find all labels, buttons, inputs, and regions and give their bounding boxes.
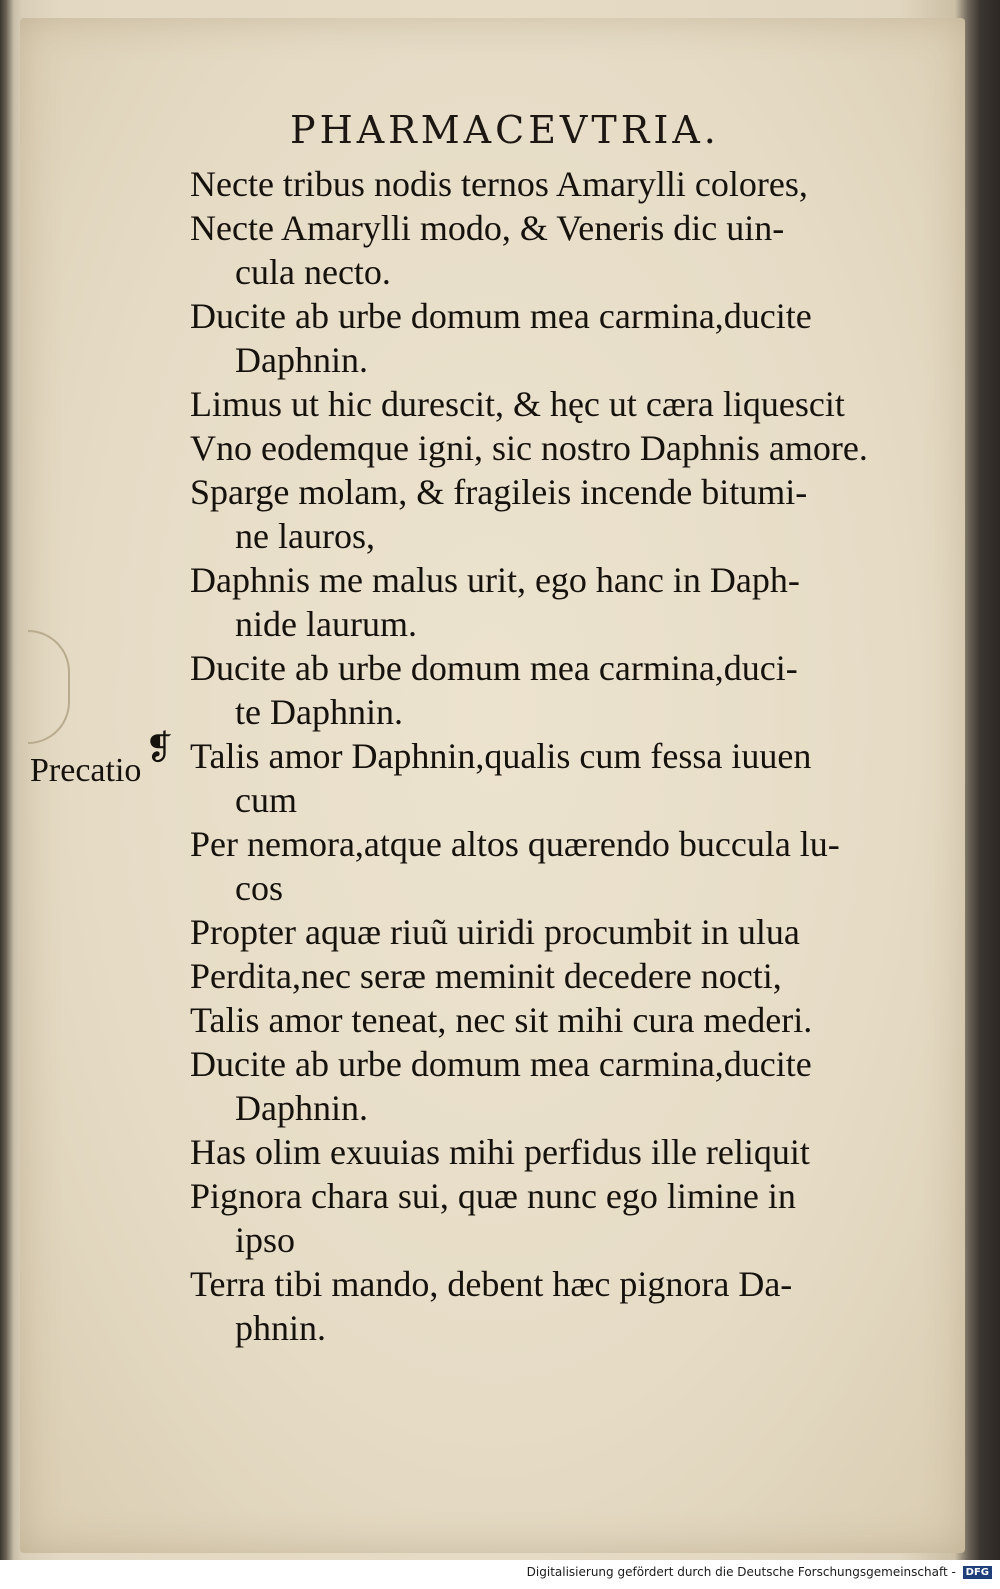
verse-line: Terra tibi mando, debent hæc pignora Da- xyxy=(190,1264,793,1304)
verse-line: ipso xyxy=(235,1220,296,1260)
verse-line: Talis amor Daphnin,qualis cum fessa iuuen xyxy=(190,736,812,776)
verse-line: Propter aquæ riuũ uiridi procumbit in ulua xyxy=(190,912,800,952)
verse-line: Sparge molam, & fragileis incende bitumi- xyxy=(190,472,808,512)
verse-line: nide laurum. xyxy=(235,604,417,644)
verse-line: Necte tribus nodis ternos Amarylli colores, xyxy=(190,164,808,204)
verse-line: ne lauros, xyxy=(235,516,375,556)
pilcrow-mark: ❡ xyxy=(145,728,174,768)
verse-line: Per nemora,atque altos quærendo buccula lu- xyxy=(190,824,840,864)
dfg-logo: DFG xyxy=(963,1566,992,1579)
verse-line: Perdita,nec seræ meminit decedere nocti, xyxy=(190,956,782,996)
verse-line: Ducite ab urbe domum mea carmina,duci- xyxy=(190,648,798,688)
verse-text xyxy=(190,162,915,1350)
verse-line: Ducite ab urbe domum mea carmina,ducite xyxy=(190,296,812,336)
verse-line: Daphnin. xyxy=(235,340,368,380)
verse-line: Necte Amarylli modo, & Veneris dic uin- xyxy=(190,208,785,248)
running-head: PHARMACEVTRIA. xyxy=(290,108,720,152)
verse-line: Ducite ab urbe domum mea carmina,ducite xyxy=(190,1044,812,1084)
verse-line: Vno eodemque igni, sic nostro Daphnis amore. xyxy=(190,428,868,468)
verse-line: Daphnis me malus urit, ego hanc in Daph- xyxy=(190,560,800,600)
verse-line: Daphnin. xyxy=(235,1088,368,1128)
verse-line: Talis amor teneat, nec sit mihi cura mederi. xyxy=(190,1000,813,1040)
digitization-footer xyxy=(527,1565,992,1579)
verse-line: cum xyxy=(235,780,297,820)
verse-line: Limus ut hic durescit, & hęc ut cæra liquescit xyxy=(190,384,845,424)
verse-line: phnin. xyxy=(235,1308,327,1348)
verse-line: Pignora chara sui, quæ nunc ego limine in xyxy=(190,1176,796,1216)
verse-line: cos xyxy=(235,868,283,908)
verse-line: cula necto. xyxy=(235,252,391,292)
footer-text: Digitalisierung gefördert durch die Deutsche Forschungsgemeinschaft - xyxy=(526,1565,956,1579)
verse-line: Has olim exuuias mihi perfidus ille reliquit xyxy=(190,1132,810,1172)
verse-line: te Daphnin. xyxy=(235,692,403,732)
margin-label: Precatio xyxy=(30,752,142,789)
page-tab-notch xyxy=(28,630,70,744)
